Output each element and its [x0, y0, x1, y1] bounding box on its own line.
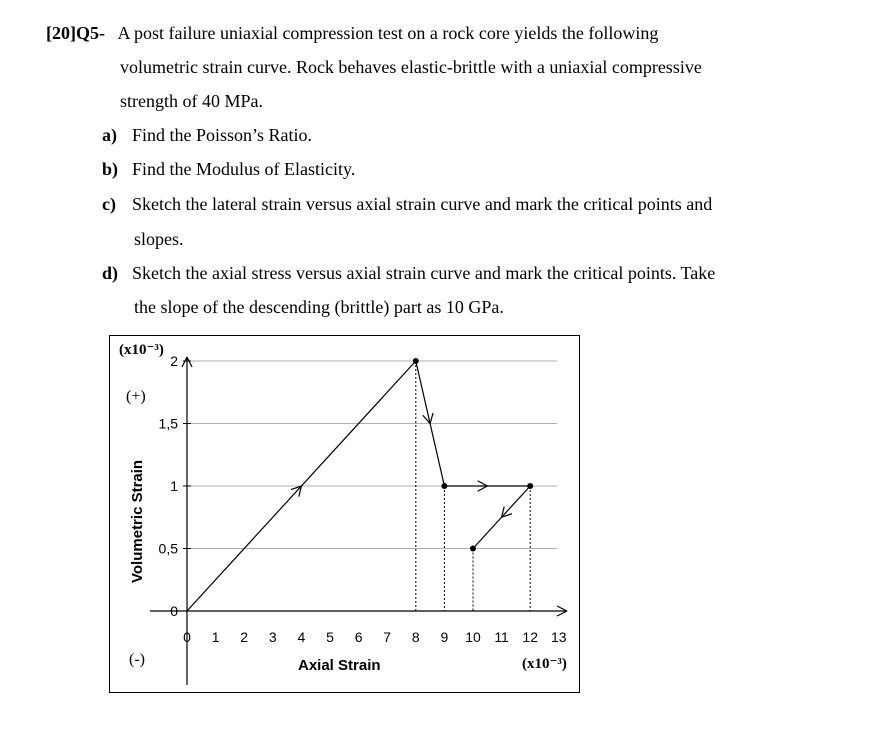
x-tick-label-8: 8	[411, 629, 420, 645]
y-axis-title: Volumetric Strain	[129, 459, 146, 583]
x-tick-label-6: 6	[354, 629, 363, 645]
x-tick-label-4: 4	[297, 629, 306, 645]
x-tick-label-11: 11	[494, 629, 509, 645]
y-unit-label: (x10⁻³)	[119, 342, 164, 358]
y-tick-label-1,5: 1,5	[158, 415, 178, 432]
negative-region-label: (-)	[129, 651, 145, 668]
data-point-marker	[527, 483, 533, 489]
y-tick-label-2: 2	[170, 353, 178, 369]
x-tick-label-5: 5	[326, 629, 334, 645]
x-tick-label-10: 10	[465, 629, 481, 645]
x-tick-label-2: 2	[240, 629, 249, 645]
x-tick-label-0: 0	[183, 629, 191, 645]
data-point-marker	[441, 483, 447, 489]
x-tick-label-3: 3	[268, 629, 277, 645]
x-tick-label-7: 7	[383, 629, 392, 645]
part-b-text: Find the Modulus of Elasticity.	[132, 159, 356, 179]
x-unit-label: (x10⁻³)	[522, 656, 567, 672]
part-c-continuation: slopes.	[134, 229, 184, 249]
x-axis-title: Axial Strain	[298, 657, 381, 674]
data-point-marker	[413, 358, 419, 364]
positive-region-label: (+)	[126, 388, 146, 405]
x-tick-label-13: 13	[551, 629, 567, 645]
x-tick-label-1: 1	[211, 629, 220, 645]
part-d-text: Sketch the axial stress versus axial strain curve and mark the critical points. Take	[132, 263, 716, 283]
data-point-marker	[470, 546, 476, 552]
y-tick-label-1: 1	[170, 478, 178, 494]
y-tick-label-0,5: 0,5	[158, 540, 178, 557]
part-c-text: Sketch the lateral strain versus axial strain curve and mark the critical points and	[132, 194, 713, 214]
part-b-label: b)	[102, 159, 119, 179]
x-tick-label-9: 9	[440, 629, 449, 645]
x-tick-label-12: 12	[522, 629, 538, 645]
question-number: [20]Q5-	[46, 23, 105, 43]
part-c-label: c)	[102, 194, 116, 214]
part-d-label: d)	[102, 263, 119, 283]
part-a-label: a)	[102, 125, 117, 145]
part-d-continuation: the slope of the descending (brittle) part as 10 GPa.	[134, 297, 504, 317]
y-tick-label-0: 0	[170, 603, 178, 619]
question-intro-line-2: volumetric strain curve. Rock behaves elastic-brittle with a uniaxial compressive	[120, 57, 702, 77]
question-intro-line-1: A post failure uniaxial compression test on a rock core yields the following	[117, 23, 659, 43]
question-intro-line-3: strength of 40 MPa.	[120, 91, 263, 111]
part-a-text: Find the Poisson’s Ratio.	[132, 125, 313, 145]
